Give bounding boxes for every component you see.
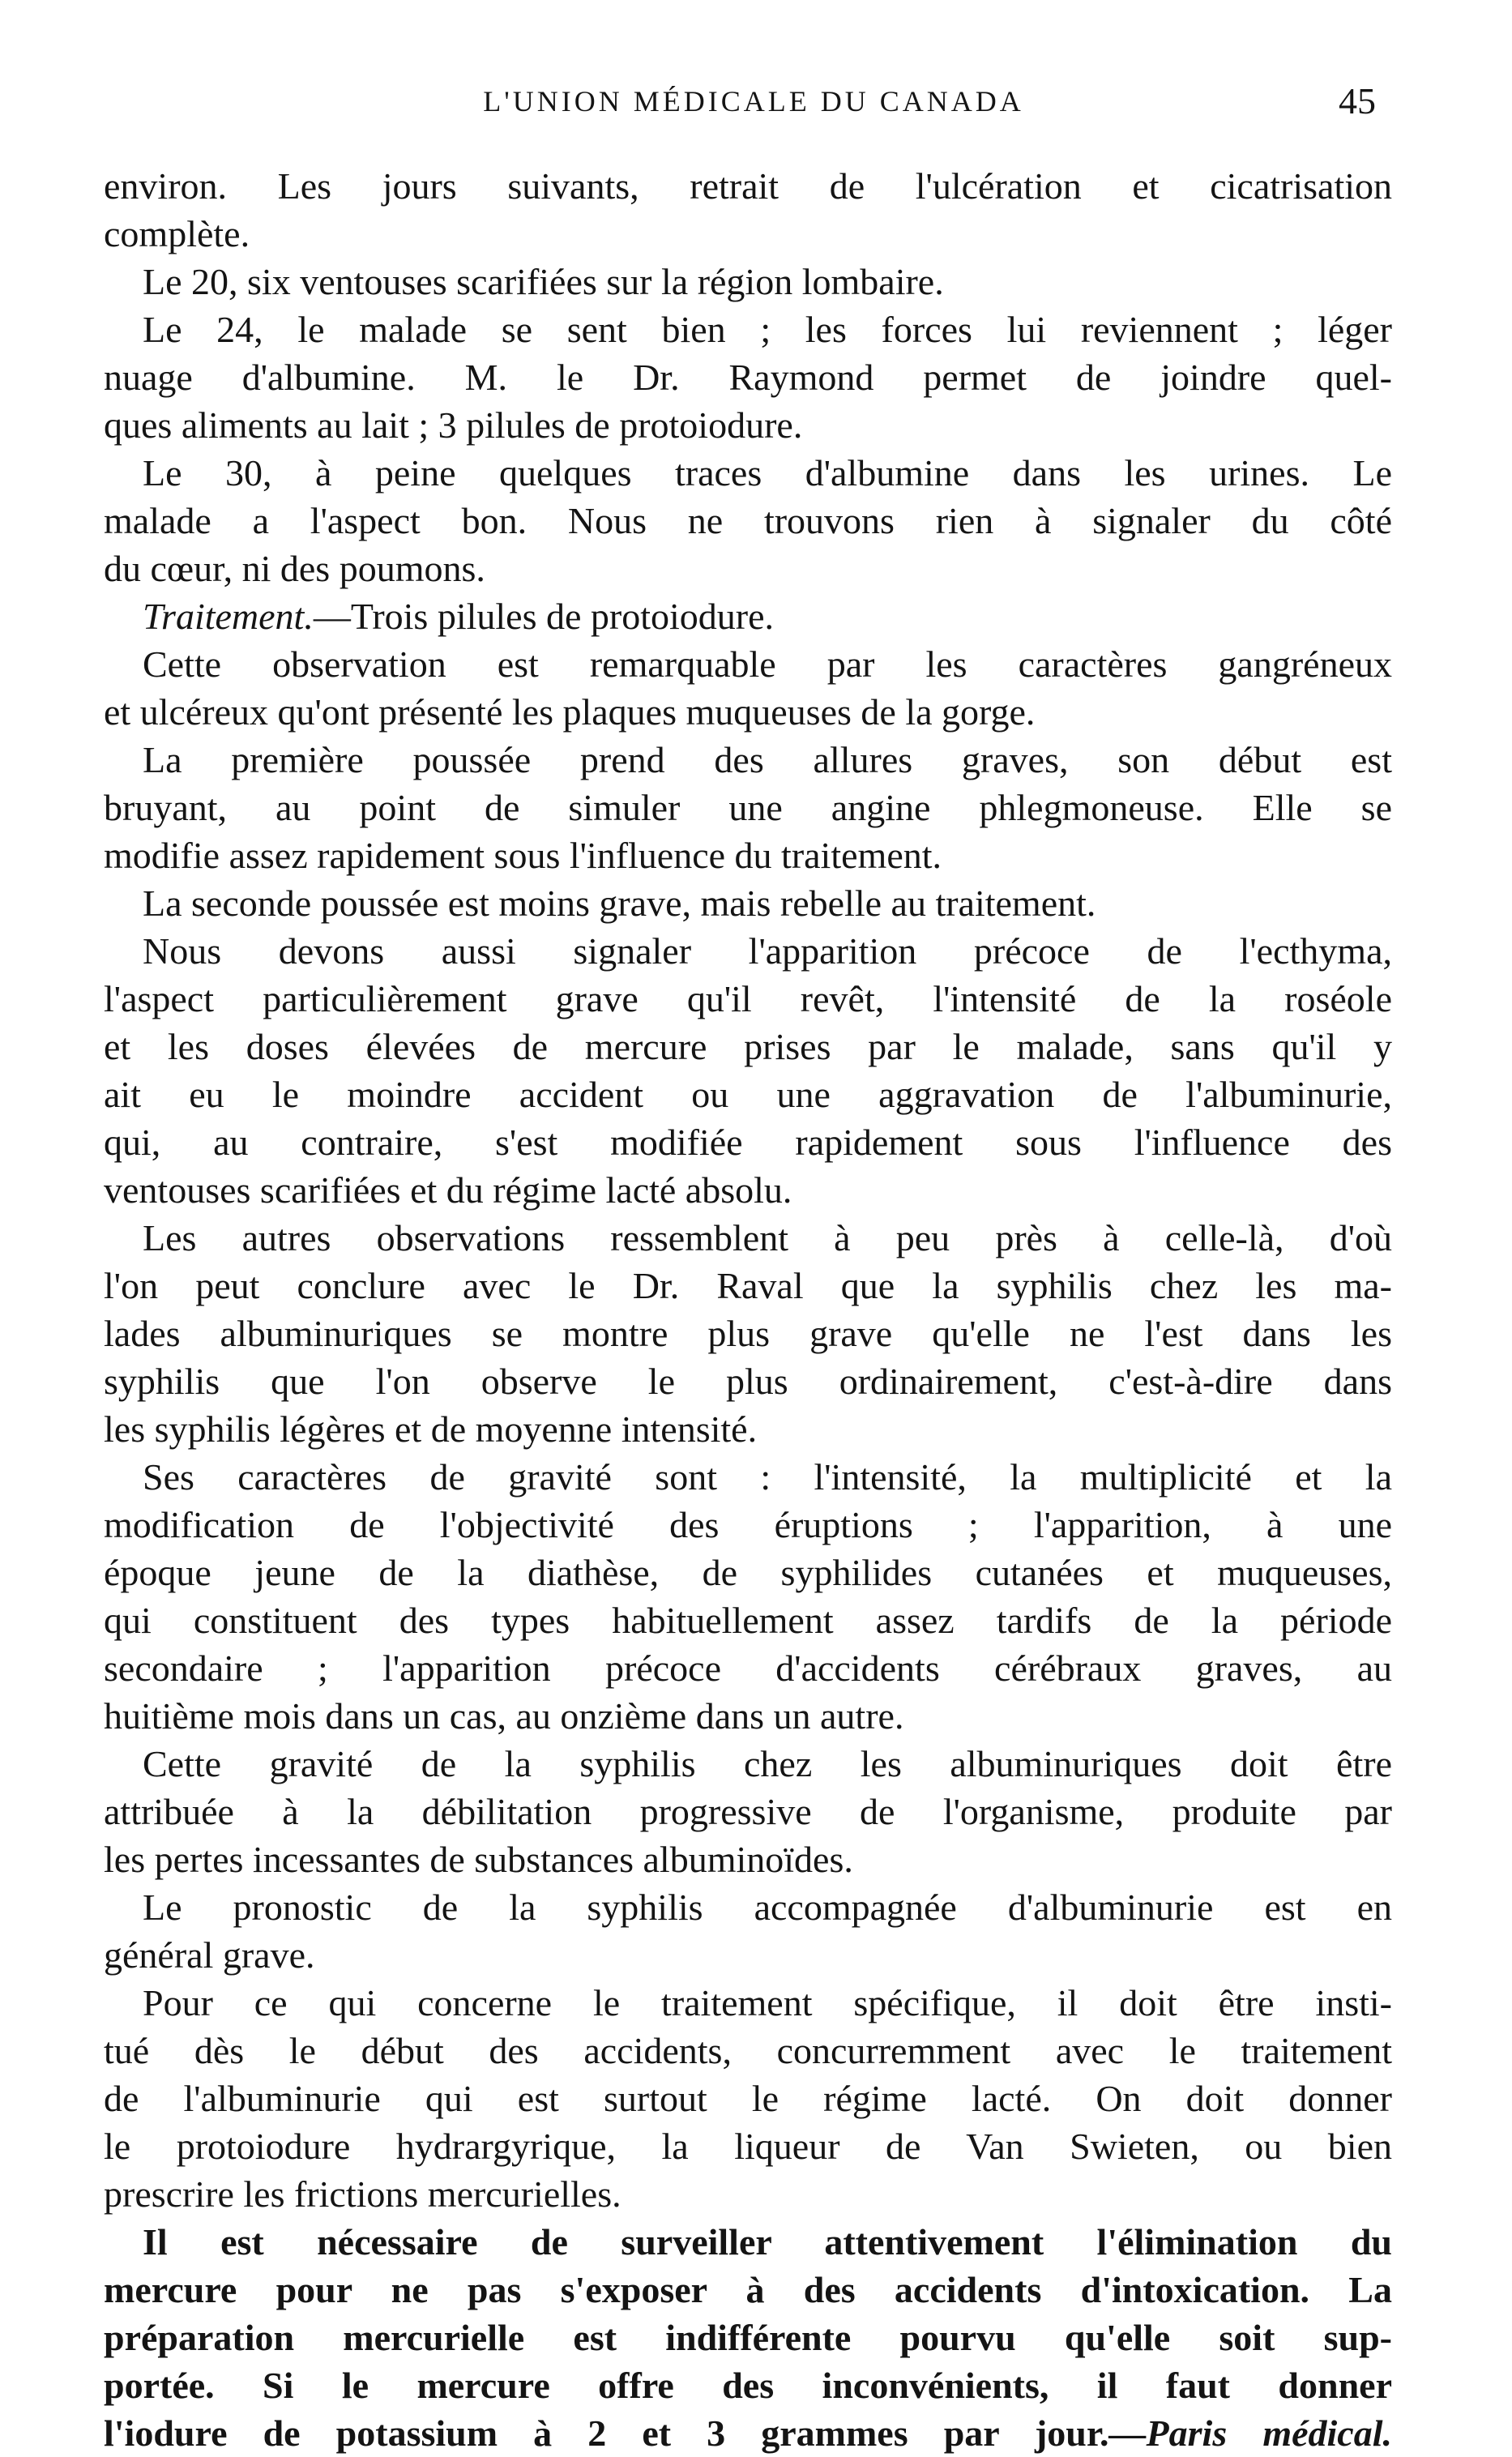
line-text: ques aliments au lait ; 3 pilules de protoiodure. (104, 404, 803, 446)
text-line (104, 1405, 1392, 1453)
page-number: 45 (1339, 80, 1376, 122)
text-line (104, 401, 1392, 449)
line-text: ventouses scarifiées et du régime lacté absolu. (104, 1169, 792, 1211)
text-line (104, 2075, 1392, 2122)
line-text: Le 30, à peine quelques traces d'albumine dans les urines. Le (143, 452, 1392, 494)
text-line (104, 1740, 1392, 1788)
text-line (104, 1835, 1392, 1883)
text-line (104, 1357, 1392, 1405)
text-line (104, 879, 1392, 927)
line-text: complète. (104, 213, 250, 254)
line-text: qui constituent des types habituellement assez tardifs de la période (104, 1600, 1392, 1641)
line-text: époque jeune de la diathèse, de syphilides cutanées et muqueuses, (104, 1552, 1392, 1593)
line-text: prescrire les frictions mercurielles. (104, 2173, 621, 2215)
line-text: de l'albuminurie qui est surtout le régime lacté. On doit donner (104, 2078, 1392, 2119)
line-text: tué dès le début des accidents, concurremment avec le traitement (104, 2030, 1392, 2071)
line-text: attribuée à la débilitation progressive de l'organisme, produite par (104, 1791, 1392, 1832)
text-line (104, 1644, 1392, 1692)
line-text: Cette gravité de la syphilis chez les albuminuriques doit être (143, 1743, 1392, 1784)
line-text: portée. Si le mercure offre des inconvénients, il faut donner (104, 2365, 1392, 2406)
line-text: Le 24, le malade se sent bien ; les forces lui reviennent ; léger (143, 309, 1392, 350)
line-text: préparation mercurielle est indifférente pourvu qu'elle soit sup- (104, 2317, 1392, 2358)
running-header (122, 79, 1386, 128)
text-line (104, 1310, 1392, 1357)
line-text: du cœur, ni des poumons. (104, 548, 485, 589)
line-text: Il est nécessaire de surveiller attentivement l'élimination du (143, 2221, 1392, 2263)
line-text: environ. Les jours suivants, retrait de l'ulcération et cicatrisation (104, 165, 1392, 207)
text-line (104, 1549, 1392, 1596)
line-text: ait eu le moindre accident ou une aggravation de l'albuminurie, (104, 1074, 1392, 1115)
text-line (104, 162, 1392, 210)
line-text: huitième mois dans un cas, au onzième dans un autre. (104, 1695, 904, 1737)
line-text: l'aspect particulièrement grave qu'il revêt, l'intensité de la roséole (104, 978, 1392, 1019)
text-line (104, 2314, 1392, 2361)
line-text: Nous devons aussi signaler l'apparition précoce de l'ecthyma, (143, 930, 1392, 972)
text-line (104, 1166, 1392, 1214)
line-text: Les autres observations ressemblent à peu près à celle-là, d'où (143, 1217, 1392, 1258)
text-line (104, 784, 1392, 831)
line-text: Pour ce qui concerne le traitement spécifique, il doit être insti- (143, 1982, 1392, 2023)
line-text: et les doses élevées de mercure prises par le malade, sans qu'il y (104, 1026, 1392, 1067)
text-line (104, 545, 1392, 592)
line-text: l'on peut conclure avec le Dr. Raval que la syphilis chez les ma- (104, 1265, 1392, 1306)
text-line (104, 1453, 1392, 1501)
line-text: général grave. (104, 1934, 315, 1976)
text-line (104, 2218, 1392, 2266)
text-line (104, 1788, 1392, 1835)
line-text: Le pronostic de la syphilis accompagnée d'albuminurie est en (143, 1887, 1392, 1928)
text-line (104, 353, 1392, 401)
text-line (104, 1023, 1392, 1070)
line-text: Le 20, six ventouses scarifiées sur la région lombaire. (143, 261, 944, 302)
text-line (104, 2122, 1392, 2170)
text-line (104, 258, 1392, 306)
text-line (104, 1883, 1392, 1931)
text-line (104, 306, 1392, 353)
line-text: mercure pour ne pas s'exposer à des accidents d'intoxication. La (104, 2269, 1392, 2310)
line-text: Ses caractères de gravité sont : l'intensité, la multiplicité et la (143, 1456, 1392, 1498)
line-text: l'iodure de potassium à 2 et 3 grammes par jour. (104, 2412, 1109, 2454)
text-line (104, 975, 1392, 1023)
article-body (104, 162, 1392, 2457)
line-text: syphilis que l'on observe le plus ordinairement, c'est-à-dire dans (104, 1361, 1392, 1402)
text-line (104, 927, 1392, 975)
text-line (104, 2027, 1392, 2075)
text-line (104, 1596, 1392, 1644)
line-text: —Trois pilules de protoiodure. (313, 596, 775, 637)
line-text: le protoiodure hydrargyrique, la liqueur de Van Swieten, ou bien (104, 2126, 1392, 2167)
text-line (104, 1501, 1392, 1549)
text-line (104, 592, 1392, 640)
text-line (104, 2266, 1392, 2314)
text-line (104, 1692, 1392, 1740)
line-text: modification de l'objectivité des éruptions ; l'apparition, à une (104, 1504, 1392, 1545)
line-text: et ulcéreux qu'ont présenté les plaques muqueuses de la gorge. (104, 691, 1036, 733)
line-text: malade a l'aspect bon. Nous ne trouvons rien à signaler du côté (104, 500, 1392, 541)
line-text: modifie assez rapidement sous l'influence du traitement. (104, 835, 942, 876)
line-text: qui, au contraire, s'est modifiée rapidement sous l'influence des (104, 1122, 1392, 1163)
text-line (104, 688, 1392, 736)
line-text: les pertes incessantes de substances albuminoïdes. (104, 1839, 853, 1880)
line-text: les syphilis légères et de moyenne intensité. (104, 1408, 758, 1450)
line-text: nuage d'albumine. M. le Dr. Raymond permet de joindre quel- (104, 357, 1392, 398)
line-text: bruyant, au point de simuler une angine phlegmoneuse. Elle se (104, 787, 1392, 828)
text-line (104, 1262, 1392, 1310)
source-citation: —Paris médical. (1108, 2412, 1392, 2454)
line-text: La première poussée prend des allures graves, son début est (143, 739, 1392, 780)
text-line (104, 736, 1392, 784)
line-text: lades albuminuriques se montre plus grave qu'elle ne l'est dans les (104, 1313, 1392, 1354)
text-line (104, 2170, 1392, 2218)
line-text: secondaire ; l'apparition précoce d'accidents cérébraux graves, au (104, 1647, 1392, 1689)
text-line (104, 1118, 1392, 1166)
text-line (104, 2361, 1392, 2409)
text-line (104, 640, 1392, 688)
text-line (104, 449, 1392, 497)
italic-heading: Traitement. (143, 596, 314, 637)
text-line (104, 210, 1392, 258)
text-line (104, 831, 1392, 879)
journal-title: L'UNION MÉDICALE DU CANADA (483, 85, 1024, 118)
text-line (104, 1214, 1392, 1262)
text-line (104, 2409, 1392, 2457)
text-line (104, 497, 1392, 545)
line-text: Cette observation est remarquable par les caractères gangréneux (143, 643, 1392, 685)
text-line (104, 1931, 1392, 1979)
text-line (104, 1979, 1392, 2027)
text-line (104, 1070, 1392, 1118)
line-text: La seconde poussée est moins grave, mais rebelle au traitement. (143, 882, 1096, 924)
